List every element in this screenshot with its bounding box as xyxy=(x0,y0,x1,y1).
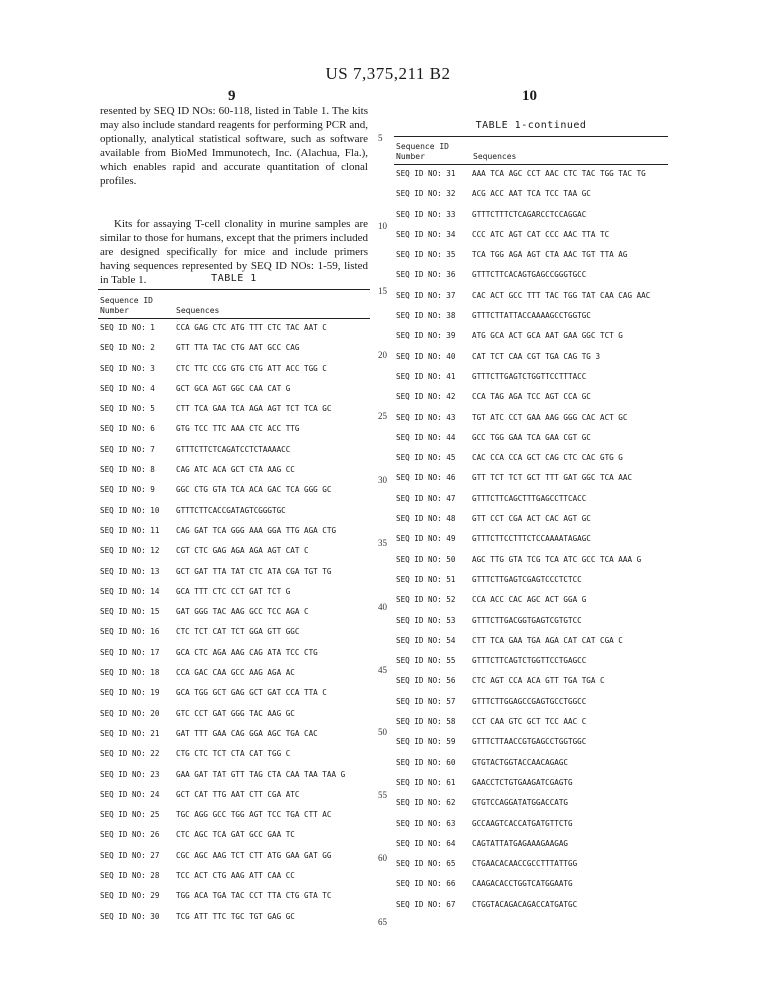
table-rule-head-right xyxy=(394,164,668,165)
table-caption-left: TABLE 1 xyxy=(211,273,257,284)
sequence: GCCAAGTCACCATGATGTTCTG xyxy=(472,818,573,828)
sequence: CTT TCA GAA TCA AGA AGT TCT TCA GC xyxy=(176,404,332,414)
table-row xyxy=(396,900,664,920)
table-row xyxy=(396,352,664,372)
sequence-id: SEQ ID NO: 24 xyxy=(100,789,160,799)
table-row xyxy=(396,494,664,514)
table-row xyxy=(396,311,664,331)
sequence-id: SEQ ID NO: 52 xyxy=(396,595,456,605)
line-number: 30 xyxy=(378,475,387,485)
sequence: GTTTCTTCACAGTGAGCCGGGTGCC xyxy=(472,270,587,280)
table-row xyxy=(100,851,370,871)
sequence: TGC AGG GCC TGG AGT TCC TGA CTT AC xyxy=(176,810,332,820)
table-row xyxy=(396,636,664,656)
sequence: CTGGTACAGACAGACCATGATGC xyxy=(472,899,578,909)
sequence-id: SEQ ID NO: 34 xyxy=(396,229,456,239)
table-row xyxy=(396,758,664,778)
sequence-id: SEQ ID NO: 60 xyxy=(396,757,456,767)
sequence: GAT GGG TAC AAG GCC TCC AGA C xyxy=(176,607,309,617)
sequence: GTTTCTTATTACCAAAAGCCTGGTGC xyxy=(472,311,591,321)
sequence: GTTTCTTGAGTCGAGTCCCTCTCC xyxy=(472,574,582,584)
sequence-id: SEQ ID NO: 63 xyxy=(396,818,456,828)
table-row xyxy=(396,250,664,270)
table-row xyxy=(396,534,664,554)
sequence: CCA GAG CTC ATG TTT CTC TAC AAT C xyxy=(176,323,327,332)
sequence-id: SEQ ID NO: 53 xyxy=(396,615,456,625)
table-row xyxy=(100,770,370,790)
line-number: 55 xyxy=(378,790,387,800)
sequence-id: SEQ ID NO: 44 xyxy=(396,432,456,442)
table-row xyxy=(396,291,664,311)
table-row xyxy=(100,587,370,607)
line-number: 10 xyxy=(378,221,387,231)
sequence: GTT CCT CGA ACT CAC AGT GC xyxy=(472,514,591,524)
sequence: CGT CTC GAG AGA AGA AGT CAT C xyxy=(176,546,309,556)
table-row xyxy=(396,839,664,859)
sequence-id: SEQ ID NO: 13 xyxy=(100,566,160,576)
sequence: GTC CCT GAT GGG TAC AAG GC xyxy=(176,708,295,718)
sequence-id: SEQ ID NO: 3 xyxy=(100,363,155,373)
sequence: CAC ACT GCC TTT TAC TGG TAT CAA CAG AAC xyxy=(472,290,651,300)
sequence-id: SEQ ID NO: 10 xyxy=(100,505,160,515)
table-row xyxy=(396,230,664,250)
sequence-id: SEQ ID NO: 51 xyxy=(396,574,456,584)
sequence: CTC AGC TCA GAT GCC GAA TC xyxy=(176,830,295,840)
sequence: GTG TCC TTC AAA CTC ACC TTG xyxy=(176,424,300,434)
table-row xyxy=(100,648,370,668)
sequence-id: SEQ ID NO: 29 xyxy=(100,891,160,901)
table-row xyxy=(396,676,664,696)
sequence: GCT GCA AGT GGC CAA CAT G xyxy=(176,383,291,393)
table-row xyxy=(100,749,370,769)
sequence-id: SEQ ID NO: 16 xyxy=(100,627,160,637)
sequence-id: SEQ ID NO: 15 xyxy=(100,607,160,617)
sequence: CAC CCA CCA GCT CAG CTC CAC GTG G xyxy=(472,453,623,463)
sequence: GCA TTT CTC CCT GAT TCT G xyxy=(176,586,291,596)
sequence-id: SEQ ID NO: 38 xyxy=(396,311,456,321)
sequence: GCT CAT TTG AAT CTT CGA ATC xyxy=(176,789,300,799)
sequence-id: SEQ ID NO: 18 xyxy=(100,668,160,678)
table-row xyxy=(100,830,370,850)
sequence: GTTTCTTCTCAGATCCTCTAAAACC xyxy=(176,444,291,454)
sequence: CCA TAG AGA TCC AGT CCA GC xyxy=(472,392,591,402)
sequence-id: SEQ ID NO: 49 xyxy=(396,534,456,544)
table-row xyxy=(100,688,370,708)
table-body-left xyxy=(100,323,370,932)
sequence: CAG ATC ACA GCT CTA AAG CC xyxy=(176,465,295,475)
table-row xyxy=(396,433,664,453)
sequence-id: SEQ ID NO: 42 xyxy=(396,392,456,402)
table-row xyxy=(100,485,370,505)
table-row xyxy=(100,404,370,424)
table-body-right xyxy=(396,169,664,920)
sequence-id: SEQ ID NO: 59 xyxy=(396,737,456,747)
sequence-id: SEQ ID NO: 43 xyxy=(396,412,456,422)
sequence: GAACCTCTGTGAAGATCGAGTG xyxy=(472,777,573,787)
sequence: GTT TCT TCT GCT TTT GAT GGC TCA AAC xyxy=(472,473,633,483)
sequence-id: SEQ ID NO: 56 xyxy=(396,676,456,686)
table-row xyxy=(100,912,370,932)
table-row xyxy=(100,567,370,587)
sequence-id: SEQ ID NO: 67 xyxy=(396,899,456,909)
sequence-id: SEQ ID NO: 61 xyxy=(396,777,456,787)
sequence-id: SEQ ID NO: 8 xyxy=(100,465,155,475)
line-number: 60 xyxy=(378,853,387,863)
table-row xyxy=(396,555,664,575)
sequence: GTTTCTTGAGTCTGGTTCCTTTACC xyxy=(472,371,587,381)
sequence-id: SEQ ID NO: 6 xyxy=(100,424,155,434)
table-row xyxy=(100,364,370,384)
sequence-id: SEQ ID NO: 32 xyxy=(396,189,456,199)
sequence: TCC ACT CTG AAG ATT CAA CC xyxy=(176,871,295,881)
sequence: CCA GAC CAA GCC AAG AGA AC xyxy=(176,668,295,678)
sequence: CAG GAT TCA GGG AAA GGA TTG AGA CTG xyxy=(176,525,337,535)
sequence-id: SEQ ID NO: 28 xyxy=(100,871,160,881)
sequence: GGC CTG GTA TCA ACA GAC TCA GGG GC xyxy=(176,485,332,495)
sequence: GCA TGG GCT GAG GCT GAT CCA TTA C xyxy=(176,688,327,698)
table-caption-right: TABLE 1-continued xyxy=(475,120,587,131)
table-row xyxy=(396,778,664,798)
sequence: TCA TGG AGA AGT CTA AAC TGT TTA AG xyxy=(472,250,628,260)
sequence: GCA CTC AGA AAG CAG ATA TCC CTG xyxy=(176,647,318,657)
sequence: GTTTCTTTCTCAGARCCTCCAGGAC xyxy=(472,209,587,219)
sequence: ATG GCA ACT GCA AAT GAA GGC TCT G xyxy=(472,331,623,341)
sequence-id: SEQ ID NO: 27 xyxy=(100,850,160,860)
line-number: 25 xyxy=(378,411,387,421)
table-row xyxy=(396,798,664,818)
sequence: CTC TTC CCG GTG CTG ATT ACC TGG C xyxy=(176,363,327,373)
sequence: CCC ATC AGT CAT CCC AAC TTA TC xyxy=(472,229,610,239)
sequence-id: SEQ ID NO: 20 xyxy=(100,708,160,718)
table-row xyxy=(100,810,370,830)
paragraph-kits: resented by SEQ ID NOs: 60-118, listed in Table 1. The kits may also include standard reagents for performing PCR and, optionally, analytical statistical software, such as software available from BioMed Immunotech, Inc. (Alachua, Fla.), which enables rapid and accurate quantitation of clonal profiles. xyxy=(100,105,368,187)
sequence: GTTTCTTGGAGCCGAGTGCCTGGCC xyxy=(472,696,587,706)
sequence-id: SEQ ID NO: 57 xyxy=(396,696,456,706)
table-row xyxy=(396,819,664,839)
sequence-id: SEQ ID NO: 66 xyxy=(396,879,456,889)
table-row xyxy=(396,717,664,737)
page-number-right: 10 xyxy=(522,88,537,104)
sequence: GTGTCCAGGATATGGACCATG xyxy=(472,798,569,808)
table-row xyxy=(100,627,370,647)
table-rule-top-right xyxy=(394,136,668,137)
table-row xyxy=(100,445,370,465)
sequence-id: SEQ ID NO: 30 xyxy=(100,911,160,921)
line-number: 20 xyxy=(378,350,387,360)
sequence: CCT CAA GTC GCT TCC AAC C xyxy=(472,717,587,727)
sequence: CTC TCT CAT TCT GGA GTT GGC xyxy=(176,627,300,637)
sequence: CTGAACACAACCGCCTTTATTGG xyxy=(472,859,578,869)
sequence: GAA GAT TAT GTT TAG CTA CAA TAA TAA G xyxy=(176,769,346,779)
sequence: GTTTCTTAACCGTGAGCCTGGTGGC xyxy=(472,737,587,747)
line-number: 45 xyxy=(378,665,387,675)
sequence-id: SEQ ID NO: 62 xyxy=(396,798,456,808)
sequence-id: SEQ ID NO: 48 xyxy=(396,514,456,524)
sequence-id: SEQ ID NO: 26 xyxy=(100,830,160,840)
line-number: 15 xyxy=(378,286,387,296)
sequence-id: SEQ ID NO: 17 xyxy=(100,647,160,657)
sequence: CTC AGT CCA ACA GTT TGA TGA C xyxy=(472,676,605,686)
sequence-id: SEQ ID NO: 55 xyxy=(396,656,456,666)
sequence-id: SEQ ID NO: 33 xyxy=(396,209,456,219)
sequence: AAA TCA AGC CCT AAC CTC TAC TGG TAC TG xyxy=(472,169,646,178)
table-row xyxy=(396,595,664,615)
sequence-id: SEQ ID NO: 9 xyxy=(100,485,155,495)
sequence-id: SEQ ID NO: 54 xyxy=(396,635,456,645)
sequence-id: SEQ ID NO: 37 xyxy=(396,290,456,300)
column-header-id-right: Sequence ID Number xyxy=(396,142,449,161)
sequence: GTTTCTTCCTTTCTCCAAAATAGAGC xyxy=(472,534,591,544)
table-row xyxy=(396,413,664,433)
table-row xyxy=(396,879,664,899)
table-row xyxy=(100,607,370,627)
sequence-id: SEQ ID NO: 12 xyxy=(100,546,160,556)
table-row xyxy=(100,384,370,404)
sequence-id: SEQ ID NO: 47 xyxy=(396,493,456,503)
sequence: CAT TCT CAA CGT TGA CAG TG 3 xyxy=(472,351,601,361)
sequence-id: SEQ ID NO: 64 xyxy=(396,838,456,848)
sequence-id: SEQ ID NO: 21 xyxy=(100,728,160,738)
table-row xyxy=(396,372,664,392)
sequence-id: SEQ ID NO: 45 xyxy=(396,453,456,463)
sequence-id: SEQ ID NO: 23 xyxy=(100,769,160,779)
sequence: CGC AGC AAG TCT CTT ATG GAA GAT GG xyxy=(176,850,332,860)
sequence-id: SEQ ID NO: 4 xyxy=(100,383,155,393)
sequence-id: SEQ ID NO: 39 xyxy=(396,331,456,341)
sequence: GTTTCTTCACCGATAGTCGGGTGC xyxy=(176,505,286,515)
sequence-id: SEQ ID NO: 25 xyxy=(100,810,160,820)
page-number-left: 9 xyxy=(228,88,236,104)
table-row xyxy=(100,526,370,546)
sequence-id: SEQ ID NO: 31 xyxy=(396,169,456,178)
table-row xyxy=(396,575,664,595)
sequence: CAGTATTATGAGAAAGAAGAG xyxy=(472,838,569,848)
table-row xyxy=(396,859,664,879)
paragraph-murine: Kits for assaying T-cell clonality in murine samples are similar to those for humans, except that the primers included are designed specifically for mice and include primers having sequences represented by SEQ ID NOs: 1-59, listed in Table 1. xyxy=(100,218,368,286)
table-row xyxy=(396,453,664,473)
table-row xyxy=(396,189,664,209)
column-header-seq-right: Sequences xyxy=(473,152,517,161)
sequence: CCA ACC CAC AGC ACT GGA G xyxy=(472,595,587,605)
table-row xyxy=(396,169,664,189)
table-row xyxy=(396,473,664,493)
sequence-id: SEQ ID NO: 41 xyxy=(396,371,456,381)
table-row xyxy=(100,668,370,688)
sequence: CAAGACACCTGGTCATGGAATG xyxy=(472,879,573,889)
table-row xyxy=(100,323,370,343)
line-number: 5 xyxy=(378,133,383,143)
line-number: 35 xyxy=(378,538,387,548)
table-row xyxy=(100,871,370,891)
sequence-id: SEQ ID NO: 7 xyxy=(100,444,155,454)
sequence: GTTTCTTGACGGTGAGTCGTGTCC xyxy=(472,615,582,625)
sequence: TGT ATC CCT GAA AAG GGG CAC ACT GC xyxy=(472,412,628,422)
table-row xyxy=(100,790,370,810)
table-row xyxy=(100,465,370,485)
sequence: GTTTCTTCAGCTTTGAGCCTTCACC xyxy=(472,493,587,503)
table-row xyxy=(396,270,664,290)
sequence: GTTTCTTCAGTCTGGTTCCTGAGCC xyxy=(472,656,587,666)
table-row xyxy=(100,891,370,911)
table-row xyxy=(396,210,664,230)
sequence-id: SEQ ID NO: 14 xyxy=(100,586,160,596)
sequence-id: SEQ ID NO: 65 xyxy=(396,859,456,869)
sequence-id: SEQ ID NO: 22 xyxy=(100,749,160,759)
sequence: GCT GAT TTA TAT CTC ATA CGA TGT TG xyxy=(176,566,332,576)
sequence-id: SEQ ID NO: 1 xyxy=(100,323,155,332)
table-row xyxy=(396,656,664,676)
sequence-id: SEQ ID NO: 2 xyxy=(100,343,155,353)
sequence: CTG CTC TCT CTA CAT TGG C xyxy=(176,749,291,759)
table-row xyxy=(396,392,664,412)
table-row xyxy=(100,546,370,566)
table-row xyxy=(100,729,370,749)
sequence-id: SEQ ID NO: 58 xyxy=(396,717,456,727)
table-row xyxy=(396,331,664,351)
table-row xyxy=(396,514,664,534)
table-rule-head-left xyxy=(98,318,370,319)
table-row xyxy=(396,737,664,757)
sequence: GAT TTT GAA CAG GGA AGC TGA CAC xyxy=(176,728,318,738)
column-header-id-left: Sequence ID Number xyxy=(100,296,153,315)
sequence-id: SEQ ID NO: 19 xyxy=(100,688,160,698)
sequence-id: SEQ ID NO: 35 xyxy=(396,250,456,260)
table-row xyxy=(100,424,370,444)
sequence: GTGTACTGGTACCAACAGAGC xyxy=(472,757,569,767)
table-row xyxy=(396,616,664,636)
table-row xyxy=(396,697,664,717)
sequence: GTT TTA TAC CTG AAT GCC CAG xyxy=(176,343,300,353)
sequence: TCG ATT TTC TGC TGT GAG GC xyxy=(176,911,295,921)
sequence-id: SEQ ID NO: 40 xyxy=(396,351,456,361)
table-row xyxy=(100,506,370,526)
column-header-seq-left: Sequences xyxy=(176,306,220,315)
sequence-id: SEQ ID NO: 36 xyxy=(396,270,456,280)
table-rule-top-left xyxy=(98,289,370,290)
sequence: ACG ACC AAT TCA TCC TAA GC xyxy=(472,189,591,199)
sequence: GCC TGG GAA TCA GAA CGT GC xyxy=(472,432,591,442)
sequence-id: SEQ ID NO: 50 xyxy=(396,554,456,564)
sequence: CTT TCA GAA TGA AGA CAT CAT CGA C xyxy=(472,635,623,645)
table-row xyxy=(100,343,370,363)
table-row xyxy=(100,709,370,729)
line-number: 50 xyxy=(378,727,387,737)
sequence-id: SEQ ID NO: 5 xyxy=(100,404,155,414)
patent-number: US 7,375,211 B2 xyxy=(325,64,451,83)
sequence-id: SEQ ID NO: 46 xyxy=(396,473,456,483)
line-number: 40 xyxy=(378,602,387,612)
line-number: 65 xyxy=(378,917,387,927)
sequence: AGC TTG GTA TCG TCA ATC GCC TCA AAA G xyxy=(472,554,642,564)
sequence: TGG ACA TGA TAC CCT TTA CTG GTA TC xyxy=(176,891,332,901)
sequence-id: SEQ ID NO: 11 xyxy=(100,525,160,535)
